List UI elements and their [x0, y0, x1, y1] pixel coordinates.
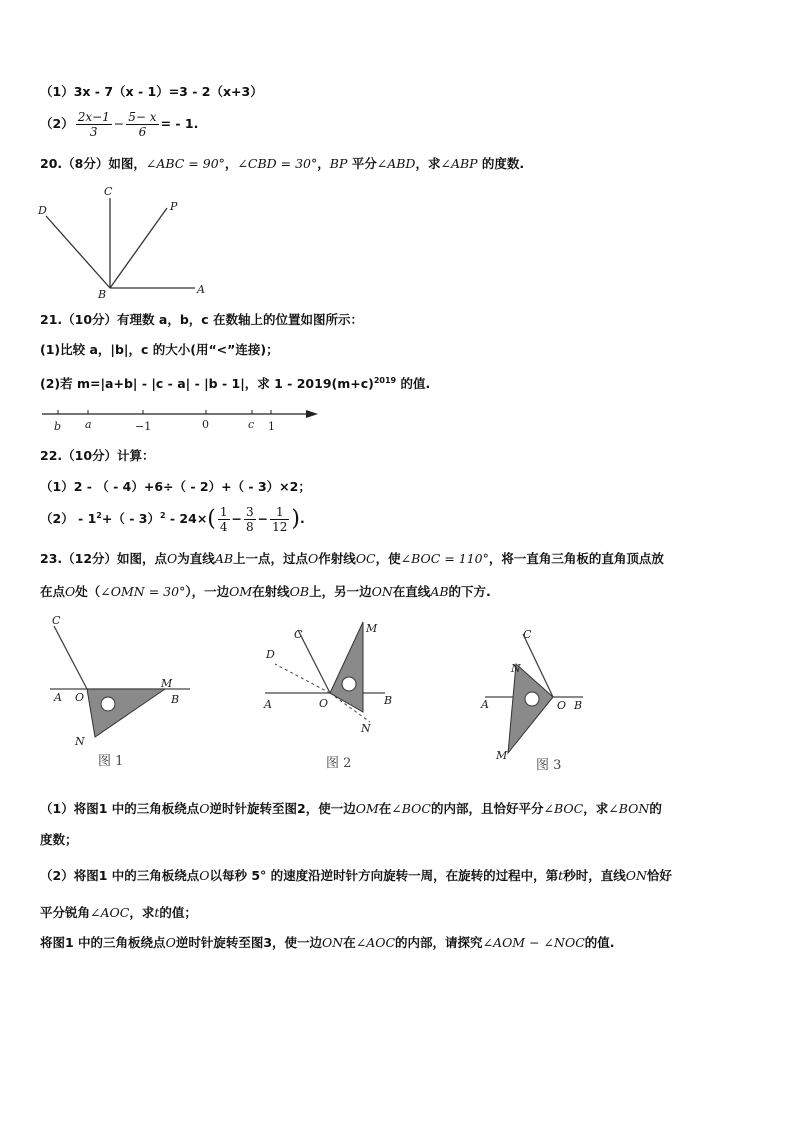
- t: 在直线: [392, 584, 431, 599]
- q21-part2: [40, 373, 430, 392]
- t: ，将一直角三角板的直角顶点放: [488, 551, 664, 566]
- triangle-hole: [101, 697, 115, 711]
- ray-bp: BP: [329, 156, 348, 171]
- q19-part2: [40, 110, 198, 139]
- label-d: D: [38, 204, 47, 217]
- q19-fraction-2: [126, 110, 158, 139]
- q20-sep: ，: [224, 156, 238, 171]
- angle-boc: ∠BOC = 110°: [400, 551, 489, 566]
- label-b: B: [98, 288, 107, 301]
- label-a: A: [264, 698, 272, 711]
- f2-num: 3: [246, 505, 254, 519]
- q19-minus: −: [113, 116, 125, 131]
- t: 恰好: [646, 868, 672, 883]
- q23-figure-3: [475, 612, 605, 782]
- t: （1）将图1 中的三角板绕点: [40, 801, 200, 816]
- label-n: N: [361, 722, 371, 735]
- q20-text: 平分: [347, 156, 377, 171]
- pt-o: O: [167, 551, 178, 566]
- angle-omn: ∠OMN = 30°: [100, 584, 186, 599]
- pt-o: O: [165, 935, 176, 950]
- ray-on: ON: [625, 868, 647, 883]
- q21-head: 21.（10分）有理数 a，b，c 在数轴上的位置如图所示：: [40, 312, 364, 327]
- axis-label-b: b: [54, 420, 62, 433]
- q22-text: - 24×: [165, 511, 208, 526]
- angle-bon: ∠BON: [608, 801, 650, 816]
- q22-frac-3: [270, 505, 289, 534]
- close-paren: ): [291, 506, 301, 532]
- ray-od-dashed: [275, 664, 330, 693]
- ray-oc: OC: [355, 551, 376, 566]
- minus: −: [231, 511, 243, 526]
- pt-o: O: [199, 868, 210, 883]
- axis-label-neg1: −1: [135, 420, 152, 433]
- var-t: t: [154, 905, 160, 920]
- t: ，求: [583, 801, 609, 816]
- q21-part1: (1)比较 a，|b|，c 的大小(用“<”连接)；: [40, 342, 279, 357]
- label-o: O: [75, 691, 85, 704]
- angle-boc: ∠BOC: [391, 801, 431, 816]
- f1-num: 1: [219, 505, 228, 519]
- q23-figure-1: [40, 612, 200, 782]
- triangle-plate: [508, 664, 553, 753]
- frac1-num: 2x−1: [77, 110, 110, 124]
- minus: −: [257, 511, 269, 526]
- angle-abc: ∠ABC = 90°: [145, 156, 225, 171]
- f3-num: 1: [270, 505, 289, 520]
- q21-exponent: 2019: [373, 376, 397, 385]
- open-paren: (: [207, 506, 216, 532]
- q21-part2-end: 的值.: [396, 376, 431, 392]
- axis-arrow: [306, 410, 318, 418]
- t: 上，另一边: [309, 584, 372, 599]
- q20-figure: [30, 180, 220, 305]
- q21-part2-text: (2)若 m=|a+b| - |c - a| - |b - 1|，求 1 - 2019(m+c): [40, 376, 374, 392]
- q23-figure-2: [260, 612, 410, 782]
- line-ab: AB: [214, 551, 234, 566]
- axis-label-a: a: [85, 418, 92, 431]
- label-a: A: [481, 698, 489, 711]
- caption-fig2: 图 2: [326, 756, 352, 771]
- q23-part1: [40, 801, 662, 817]
- t: 在点: [40, 584, 66, 599]
- label-a: A: [197, 283, 205, 296]
- q20-sep: ，: [317, 156, 330, 171]
- label-d: D: [266, 648, 275, 661]
- axis-label-c: c: [248, 418, 255, 431]
- t: 平分锐角: [40, 905, 91, 920]
- q22-end: .: [300, 511, 305, 526]
- q22-head: 22.（10分）计算：: [40, 448, 155, 463]
- label-c: C: [52, 614, 61, 627]
- ray-bd: [46, 216, 110, 288]
- triangle-hole: [525, 692, 539, 706]
- q20-text: ，求: [415, 156, 441, 171]
- number-line: [36, 400, 326, 436]
- q19-fraction-1: [76, 110, 112, 139]
- angle-aoc: ∠AOC: [355, 935, 396, 950]
- label-c: C: [523, 628, 532, 641]
- f3-den: 12: [272, 520, 288, 534]
- q20-text: 的度数.: [477, 156, 525, 171]
- label-c: C: [294, 628, 303, 641]
- label-m: M: [366, 622, 378, 635]
- t: 为直线: [177, 551, 215, 566]
- q22-part2: [40, 505, 305, 534]
- t: 的下方.: [448, 584, 491, 599]
- q22-exp: 2: [96, 510, 102, 520]
- t: 上一点，过点: [233, 551, 309, 566]
- angle-aoc: ∠AOC: [90, 905, 130, 920]
- label-c: C: [104, 185, 113, 198]
- t: ，使: [375, 551, 401, 566]
- label-n: N: [75, 735, 85, 748]
- q23-part2-cont: [40, 905, 197, 921]
- q23-part1-cont: 度数；: [40, 832, 78, 847]
- t: 秒时，直线: [563, 868, 626, 883]
- t: 逆时针旋转至图2，使一边: [209, 801, 356, 816]
- t: 的内部，请探究: [395, 935, 483, 950]
- frac2-num: 5− x: [128, 110, 157, 124]
- axis-label-zero: 0: [202, 418, 209, 431]
- q20-head: 20.（8分）如图，: [40, 156, 146, 171]
- pt-o: O: [308, 551, 319, 566]
- q20-statement: [40, 156, 524, 172]
- ray-ob: OB: [289, 584, 310, 599]
- triangle-plate: [87, 689, 165, 737]
- angle-cbd: ∠CBD = 30°: [237, 156, 318, 171]
- label-b: B: [384, 694, 393, 707]
- pt-o: O: [65, 584, 76, 599]
- q19-part2-label: （2）: [40, 116, 74, 131]
- label-b: B: [171, 693, 180, 706]
- ray-om: OM: [355, 801, 379, 816]
- t: 处（: [75, 584, 101, 599]
- triangle-plate: [330, 622, 363, 712]
- label-m: M: [496, 749, 508, 762]
- frac1-den: 3: [89, 125, 98, 139]
- f2-den: 8: [246, 520, 254, 534]
- f1-den: 4: [219, 520, 228, 534]
- t: 将图1 中的三角板绕点: [40, 935, 166, 950]
- angle-expression: ∠AOM − ∠NOC: [482, 935, 585, 950]
- t: 作射线: [318, 551, 356, 566]
- ray-on: ON: [322, 935, 344, 950]
- q19-part1: （1）3x - 7（x - 1）=3 - 2（x+3）: [40, 84, 263, 99]
- angle-boc: ∠BOC: [543, 801, 584, 816]
- triangle-hole: [342, 677, 356, 691]
- label-m: M: [161, 677, 173, 690]
- q22-part1: （1）2 - （ - 4）+6÷（ - 2）+（ - 3）×2；: [40, 479, 311, 494]
- line-ab: AB: [430, 584, 449, 599]
- var-t: t: [558, 868, 564, 883]
- t: 的值.: [584, 935, 615, 950]
- caption-fig1: 图 1: [98, 754, 124, 769]
- caption-fig3: 图 3: [536, 758, 562, 773]
- q22-frac-1: [218, 505, 230, 534]
- t: 的内部，且恰好平分: [430, 801, 544, 816]
- t: 的值；: [159, 905, 197, 920]
- t: 的: [649, 801, 662, 816]
- t: ），一边: [185, 584, 230, 599]
- t: ，求: [129, 905, 155, 920]
- angle-abp: ∠ABP: [440, 156, 478, 171]
- t: 23.（12分）如图，点: [40, 551, 168, 566]
- q23-part3: [40, 935, 615, 951]
- q19-tail: = - 1.: [160, 116, 199, 131]
- label-a: A: [54, 691, 62, 704]
- q22-exp: 2: [159, 510, 166, 520]
- q23-part2: [40, 868, 672, 884]
- q23-line2: [40, 584, 491, 600]
- ray-on: ON: [371, 584, 393, 599]
- ray-oc: [54, 626, 87, 689]
- q23-line1: [40, 551, 664, 567]
- t: （2）将图1 中的三角板绕点: [40, 868, 200, 883]
- q22-text: +（ - 3）: [101, 511, 160, 526]
- ray-bp-line: [110, 208, 167, 288]
- t: 在射线: [252, 584, 290, 599]
- ray-oc: [298, 630, 330, 693]
- t: 逆时针旋转至图3，使一边: [175, 935, 323, 950]
- label-p: P: [170, 200, 178, 213]
- pt-o: O: [199, 801, 210, 816]
- t: 在: [378, 801, 392, 816]
- q22-text: （2） - 1: [40, 511, 97, 526]
- frac2-den: 6: [138, 125, 147, 139]
- q22-frac-2: [244, 505, 256, 534]
- label-o: O: [557, 699, 567, 712]
- axis-label-one: 1: [268, 420, 275, 433]
- label-o: O: [319, 697, 329, 710]
- t: 以每秒 5° 的速度沿逆时针方向旋转一周，在旋转的过程中，第: [209, 868, 559, 883]
- label-b: B: [574, 699, 583, 712]
- label-n: N: [511, 662, 521, 675]
- ray-om: OM: [229, 584, 253, 599]
- t: 在: [343, 935, 356, 950]
- angle-abd: ∠ABD: [376, 156, 416, 171]
